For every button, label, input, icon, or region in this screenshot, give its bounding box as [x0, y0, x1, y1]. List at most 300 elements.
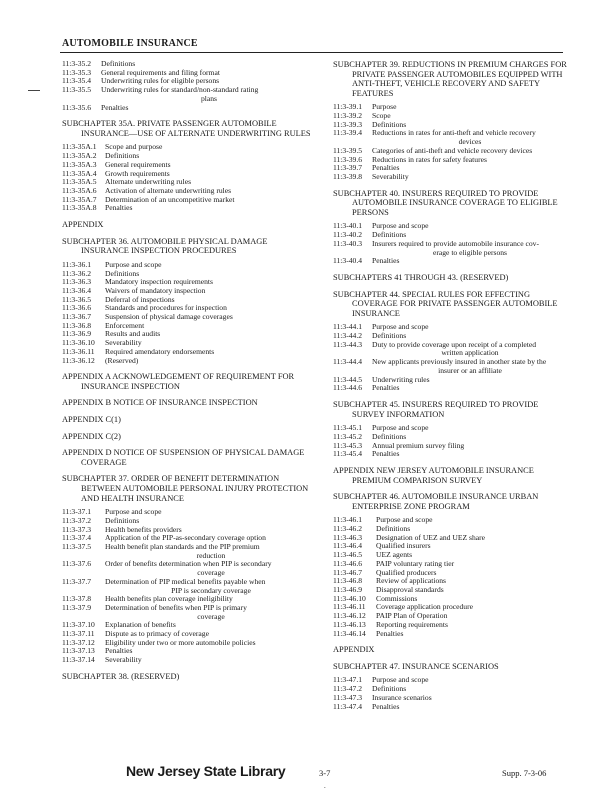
section-title-text: Enforcement: [105, 320, 145, 330]
section-number: 11:3-46.5: [333, 550, 363, 560]
section-title-text: Scope and purpose: [105, 142, 163, 152]
section-number: 11:3-37.4: [62, 533, 92, 543]
section-title-text: Disapproval standards: [376, 585, 444, 594]
toc-entry: [333, 341, 568, 358]
toc-entry: [333, 173, 568, 182]
toc-entry: [333, 164, 568, 173]
toc-entry: [62, 647, 317, 656]
section-number: 11:3-35A.1: [62, 142, 97, 152]
section-number: 11:3-36.8: [62, 320, 92, 330]
section-title-text: Determination of PIP medical benefits payable when: [105, 576, 266, 586]
section-heading: APPENDIX C(2): [62, 431, 121, 441]
section-number: 11:3-37.6: [62, 559, 92, 569]
footer-mark: .: [324, 782, 326, 790]
toc-entry: [62, 161, 317, 170]
section-title-text: Penalties: [372, 383, 400, 393]
section-title-text: Commissions: [376, 593, 418, 603]
section-heading: SUBCHAPTER 40. INSURERS REQUIRED TO PROVIDE AUTOMOBILE INSURANCE COVERAGE TO ELIGIBLE PERSONS: [333, 188, 558, 217]
section-title-text: Activation of alternate underwriting rules: [105, 185, 232, 195]
section-number: 11:3-39.1: [333, 102, 363, 112]
section-number: 11:3-40.3: [333, 238, 363, 248]
section-number: 11:3-46.10: [333, 593, 366, 603]
section-heading: APPENDIX NEW JERSEY AUTOMOBILE INSURANCE PREMIUM COMPARISON SURVEY: [333, 466, 534, 485]
section-heading: SUBCHAPTER 46. AUTOMOBILE INSURANCE URBAN ENTERPRISE ZONE PROGRAM: [333, 492, 539, 511]
section-title-text: Alternate underwriting rules: [105, 177, 192, 187]
toc-entry: [62, 196, 317, 205]
section-title-text: Severability: [105, 655, 142, 665]
toc-entry: [62, 560, 317, 577]
toc-entry: [333, 516, 568, 525]
section-title-text: Review of applications: [376, 576, 447, 586]
section-title-text: Reductions in rates for anti-theft and vehicle recovery: [372, 128, 536, 138]
section-title-text: Dispute as to primacy of coverage: [105, 629, 209, 639]
section-title-text: Penalties: [372, 163, 400, 173]
toc-section: [62, 398, 317, 408]
section-number: 11:3-37.12: [62, 637, 95, 647]
section-title: [102, 196, 317, 205]
section-title: [369, 703, 568, 712]
toc-section: [333, 60, 568, 182]
section-number: 11:3-37.10: [62, 620, 95, 630]
section-title-text: Purpose and scope: [372, 322, 429, 332]
section-title: [369, 257, 568, 266]
section-number: 11:3-44.2: [333, 331, 363, 341]
section-title-text: Order of benefits determination when PIP is secondary: [105, 559, 272, 569]
section-title-continuation: written application: [441, 348, 499, 358]
section-heading: APPENDIX: [333, 645, 375, 655]
section-number: 11:3-37.2: [62, 515, 92, 525]
toc-entry: [333, 424, 568, 433]
section-number: 11:3-36.1: [62, 259, 92, 269]
section-heading: SUBCHAPTER 37. ORDER OF BENEFIT DETERMINATION BETWEEN AUTOMOBILE PERSONAL INJURY PROTECTION AND HEALTH INSURANCE: [62, 474, 309, 503]
section-entry-list: [62, 261, 317, 365]
section-title-continuation: reduction: [196, 550, 226, 560]
section-title: [369, 103, 568, 112]
section-title-text: Insurance scenarios: [372, 692, 432, 702]
section-number: 11:3-37.11: [62, 629, 95, 639]
toc-section: [333, 189, 568, 266]
section-title: [369, 384, 568, 393]
toc-entry: [333, 156, 568, 165]
section-title-text: Explanation of benefits: [105, 620, 176, 630]
section-number: 11:3-39.8: [333, 172, 363, 181]
section-number: 11:3-35.6: [62, 102, 92, 112]
toc-entry: [333, 630, 568, 639]
toc-section: [333, 662, 568, 711]
section-number: 11:3-46.9: [333, 585, 363, 594]
section-title-text: Purpose and scope: [372, 423, 429, 433]
section-title: [102, 543, 317, 560]
toc-entry: [62, 143, 317, 152]
section-title-text: Purpose and scope: [372, 675, 429, 685]
section-entry-list: [333, 103, 568, 181]
section-title-text: Purpose: [372, 102, 397, 112]
section-title-text: Definitions: [372, 684, 407, 694]
section-heading: SUBCHAPTER 45. INSURERS REQUIRED TO PROVIDE SURVEY INFORMATION: [333, 400, 539, 419]
section-number: 11:3-46.4: [333, 541, 363, 551]
toc-entry: [62, 543, 317, 560]
toc-entry: [333, 586, 568, 595]
section-number: 11:3-36.10: [62, 338, 95, 348]
toc-entry: [333, 694, 568, 703]
section-title-text: Waivers of mandatory inspection: [105, 285, 206, 295]
toc-entry: [333, 103, 568, 112]
section-number: 11:3-37.7: [62, 576, 92, 586]
section-heading: SUBCHAPTER 38. (RESERVED): [62, 671, 180, 681]
section-title-text: Penalties: [105, 646, 133, 656]
section-title-text: Qualified insurers: [376, 541, 431, 551]
section-title-text: Definitions: [372, 331, 407, 341]
section-title: [98, 104, 317, 113]
section-number: 11:3-37.3: [62, 524, 92, 534]
section-number: 11:3-46.2: [333, 524, 363, 534]
toc-section: [62, 672, 317, 682]
toc-entry: [333, 358, 568, 375]
section-title-text: Determination of benefits when PIP is primary: [105, 602, 247, 612]
section-number: 11:3-46.12: [333, 611, 366, 621]
section-number: 11:3-36.3: [62, 277, 92, 287]
toc-entry: [62, 313, 317, 322]
section-number: 11:3-36.6: [62, 303, 92, 313]
toc-entry: [333, 376, 568, 385]
toc-entry: [333, 703, 568, 712]
section-heading: SUBCHAPTERS 41 THROUGH 43. (RESERVED): [333, 273, 509, 282]
toc-entry: [333, 534, 568, 543]
section-title: [102, 656, 317, 665]
section-title: [369, 358, 568, 375]
toc-entry: [62, 656, 317, 665]
section-number: 11:3-46.13: [333, 619, 366, 629]
toc-entry: [62, 508, 317, 517]
section-title-text: Duty to provide coverage upon receipt of a completed: [372, 339, 537, 349]
toc-section: [333, 290, 568, 393]
section-title: [369, 240, 568, 257]
section-title-text: Categories of anti-theft and vehicle recovery devices: [372, 145, 533, 155]
section-number: 11:3-44.3: [333, 339, 363, 349]
toc-section: [62, 60, 317, 112]
section-title: [102, 357, 317, 366]
section-title-text: Severability: [105, 338, 142, 348]
section-title-text: Purpose and scope: [105, 507, 162, 517]
section-number: 11:3-36.9: [62, 329, 92, 339]
toc-entry: [62, 86, 317, 103]
section-number: 11:3-39.4: [333, 128, 363, 138]
section-title-continuation: insurer or an affiliate: [438, 365, 502, 375]
header-rule: [60, 52, 563, 53]
section-number: 11:3-47.2: [333, 684, 363, 694]
section-title: [102, 560, 317, 577]
toc-section: [62, 119, 317, 213]
toc-entry: [333, 676, 568, 685]
toc-entry: [62, 639, 317, 648]
section-title-text: Qualified producers: [376, 567, 437, 577]
section-title-text: Health benefits plan coverage ineligibility: [105, 594, 233, 604]
toc-entry: [333, 542, 568, 551]
toc-entry: [333, 323, 568, 332]
section-title-text: Reductions in rates for safety features: [372, 154, 487, 164]
section-heading: SUBCHAPTER 39. REDUCTIONS IN PREMIUM CHARGES FOR PRIVATE PASSENGER AUTOMOBILES EQUIPPED WITH ANTI-THEFT, VEHICLE RECOVERY AND SAFETY FEATURES: [333, 60, 567, 98]
toc-entry: [333, 442, 568, 451]
section-title-text: Underwriting rules for eligible persons: [101, 76, 220, 86]
section-title-text: New applicants previously insured in another state by the: [372, 357, 547, 367]
section-title-text: Definitions: [372, 230, 407, 240]
section-number: 11:3-44.1: [333, 322, 363, 332]
section-entry-list: [333, 676, 568, 711]
toc-entry: [62, 604, 317, 621]
section-heading: SUBCHAPTER 35A. PRIVATE PASSENGER AUTOMOBILE INSURANCE—USE OF ALTERNATE UNDERWRITING RULES: [62, 119, 311, 138]
section-title-text: Definitions: [105, 268, 140, 278]
section-number: 11:3-44.5: [333, 374, 363, 384]
section-title-text: Application of the PIP-as-secondary coverage option: [105, 533, 266, 543]
section-heading: SUBCHAPTER 47. INSURANCE SCENARIOS: [333, 661, 499, 671]
section-number: 11:3-39.5: [333, 145, 363, 155]
section-title-text: Penalties: [372, 701, 400, 711]
section-number: 11:3-35A.4: [62, 168, 97, 178]
section-number: 11:3-35.4: [62, 76, 92, 86]
section-number: 11:3-46.11: [333, 602, 366, 612]
section-heading: APPENDIX: [62, 220, 104, 230]
section-title-text: PAIP voluntary rating tier: [376, 558, 455, 568]
section-title: [369, 173, 568, 182]
section-number: 11:3-45.1: [333, 423, 363, 433]
section-title-text: Definitions: [372, 119, 407, 129]
section-title-text: Annual premium survey filing: [372, 440, 465, 450]
section-title-continuation: coverage: [197, 611, 225, 621]
toc-entry: [62, 517, 317, 526]
section-title-text: Underwriting rules for standard/non-standard rating: [101, 85, 259, 95]
section-title-text: PAIP Plan of Operation: [376, 611, 448, 621]
section-title-text: Coverage application procedure: [376, 602, 473, 612]
section-title-text: Definitions: [372, 431, 407, 441]
toc-section: [333, 645, 568, 655]
section-number: 11:3-35A.3: [62, 159, 97, 169]
section-number: 11:3-40.4: [333, 256, 363, 266]
section-title-text: Insurers required to provide automobile insurance cov-: [372, 238, 540, 248]
section-title-text: Penalties: [372, 256, 400, 266]
section-title-text: Penalties: [101, 102, 129, 112]
section-number: 11:3-36.12: [62, 355, 95, 365]
section-heading: SUBCHAPTER 44. SPECIAL RULES FOR EFFECTING COVERAGE FOR PRIVATE PASSENGER AUTOMOBILE INSURANCE: [333, 289, 558, 318]
toc-section: [62, 448, 317, 467]
section-number: 11:3-40.2: [333, 230, 363, 240]
section-title-text: UEZ agents: [376, 550, 413, 560]
section-title-text: Severability: [372, 172, 409, 181]
section-heading: APPENDIX B NOTICE OF INSURANCE INSPECTION: [62, 398, 258, 408]
section-title: [102, 604, 317, 621]
section-title-text: Health benefits providers: [105, 524, 182, 534]
toc-entry: [333, 569, 568, 578]
section-number: 11:3-47.3: [333, 692, 363, 702]
section-title-text: Definitions: [105, 515, 140, 525]
section-title: [369, 129, 568, 146]
toc-entry: [62, 357, 317, 366]
section-entry-list: [333, 516, 568, 638]
toc-entry: [333, 560, 568, 569]
section-title-text: Purpose and scope: [372, 221, 429, 231]
section-title-continuation: devices: [458, 137, 482, 147]
toc-entry: [333, 129, 568, 146]
toc-entry: [333, 222, 568, 231]
section-number: 11:3-46.3: [333, 532, 363, 542]
section-title-text: General requirements: [105, 159, 171, 169]
section-number: 11:3-46.14: [333, 628, 366, 638]
section-title-text: Purpose and scope: [105, 259, 162, 269]
section-number: 11:3-36.2: [62, 268, 92, 278]
section-number: 11:3-45.3: [333, 440, 363, 450]
section-title-continuation: plans: [200, 93, 218, 103]
section-title: [369, 450, 568, 459]
section-number: 11:3-40.1: [333, 221, 363, 231]
section-title-continuation: erage to eligible persons: [432, 247, 507, 257]
section-number: 11:3-47.4: [333, 701, 363, 711]
section-number: 11:3-37.8: [62, 594, 92, 604]
section-heading: APPENDIX A ACKNOWLEDGEMENT OF REQUIREMENT FOR INSURANCE INSPECTION: [62, 372, 295, 391]
section-title-text: Designation of UEZ and UEZ share: [376, 532, 486, 542]
section-number: 11:3-46.7: [333, 567, 363, 577]
section-entry-list: [333, 424, 568, 459]
toc-entry: [333, 450, 568, 459]
section-number: 11:3-46.6: [333, 558, 363, 568]
section-number: 11:3-36.11: [62, 346, 95, 356]
footer-supplement: Supp. 7-3-06: [502, 768, 547, 778]
section-number: 11:3-37.1: [62, 507, 92, 517]
section-title-text: Eligibility under two or more automobile policies: [105, 637, 256, 647]
toc-entry: [333, 257, 568, 266]
section-number: 11:3-44.6: [333, 383, 363, 393]
toc-entry: [333, 685, 568, 694]
toc-section: [62, 237, 317, 366]
toc-entry: [62, 578, 317, 595]
section-entry-list: [62, 60, 317, 112]
section-number: 11:3-35A.6: [62, 185, 97, 195]
section-heading: APPENDIX C(1): [62, 415, 121, 425]
section-entry-list: [62, 508, 317, 665]
section-title-text: Required amendatory endorsements: [105, 346, 215, 356]
toc-entry: [333, 384, 568, 393]
section-number: 11:3-35A.7: [62, 194, 97, 204]
section-title: [98, 86, 317, 103]
section-number: 11:3-45.2: [333, 431, 363, 441]
toc-entry: [333, 621, 568, 630]
toc-entry: [62, 152, 317, 161]
section-title-text: Definitions: [376, 524, 411, 534]
section-number: 11:3-35A.5: [62, 177, 97, 187]
section-entry-list: [333, 323, 568, 393]
section-title-text: Penalties: [105, 203, 133, 213]
section-title-text: Mandatory inspection requirements: [105, 277, 213, 287]
footer-page-number: 3-7: [319, 768, 331, 778]
section-title: [369, 341, 568, 358]
section-title-text: Deferral of inspections: [105, 294, 175, 304]
section-title-text: General requirements and filing format: [101, 67, 220, 77]
section-title-text: Health benefit plan standards and the PIP premium: [105, 542, 260, 551]
section-title-text: Suspension of physical damage coverages: [105, 312, 233, 322]
right-column: [333, 60, 568, 715]
toc-section: [333, 466, 568, 485]
section-number: 11:3-37.13: [62, 646, 95, 656]
section-heading: SUBCHAPTER 36. AUTOMOBILE PHYSICAL DAMAGE INSURANCE INSPECTION PROCEDURES: [62, 236, 268, 256]
section-number: 11:3-37.9: [62, 602, 92, 612]
section-title: [102, 639, 317, 648]
section-title-text: Reporting requirements: [376, 619, 448, 629]
section-title-text: Penalties: [372, 449, 400, 459]
section-number: 11:3-36.5: [62, 294, 92, 304]
toc-entry: [333, 612, 568, 621]
section-number: 11:3-39.2: [333, 111, 363, 121]
section-title-continuation: PIP is secondary coverage: [171, 585, 251, 595]
toc-section: [62, 372, 317, 391]
section-number: 11:3-46.1: [333, 515, 363, 525]
section-title-text: Standards and procedures for inspection: [105, 303, 227, 313]
page-header-title: AUTOMOBILE INSURANCE: [62, 38, 198, 49]
toc-entry: [62, 261, 317, 270]
section-number: 11:3-35.5: [62, 85, 92, 95]
section-number: 11:3-47.1: [333, 675, 363, 685]
section-title-text: Growth requirements: [105, 168, 170, 178]
section-number: 11:3-35.2: [62, 59, 92, 68]
section-number: 11:3-35A.2: [62, 151, 97, 161]
toc-section: [62, 474, 317, 664]
section-number: 11:3-35.3: [62, 67, 92, 77]
section-number: 11:3-35A.8: [62, 203, 97, 213]
toc-entry: [62, 204, 317, 213]
section-number: 11:3-46.8: [333, 576, 363, 586]
section-number: 11:3-37.14: [62, 655, 95, 665]
section-entry-list: [62, 143, 317, 213]
section-number: 11:3-39.3: [333, 119, 363, 129]
section-title-text: Underwriting rules: [372, 374, 430, 384]
margin-mark: [28, 90, 40, 91]
toc-entry: [62, 287, 317, 296]
section-number: 11:3-44.4: [333, 357, 363, 367]
toc-section: [333, 492, 568, 638]
section-entry-list: [333, 222, 568, 266]
section-title-text: Definitions: [101, 59, 136, 68]
left-column: [62, 60, 317, 686]
section-heading: APPENDIX D NOTICE OF SUSPENSION OF PHYSICAL DAMAGE COVERAGE: [62, 448, 305, 467]
section-title: [102, 204, 317, 213]
section-number: 11:3-36.7: [62, 312, 92, 322]
section-number: 11:3-36.4: [62, 285, 92, 295]
footer-library-name: New Jersey State Library: [126, 763, 286, 779]
section-title-text: Penalties: [376, 628, 404, 638]
toc-entry: [333, 240, 568, 257]
section-title-text: Determination of an uncompetitive market: [105, 194, 235, 204]
section-title-continuation: coverage: [197, 568, 225, 578]
section-number: 11:3-39.6: [333, 154, 363, 164]
toc-entry: [333, 112, 568, 121]
section-title-text: Scope: [372, 111, 391, 121]
toc-section: [62, 432, 317, 442]
toc-section: [62, 220, 317, 230]
toc-entry: [62, 348, 317, 357]
section-title-text: Purpose and scope: [376, 515, 433, 525]
section-number: 11:3-37.5: [62, 542, 92, 551]
toc-entry: [62, 322, 317, 331]
toc-section: [62, 415, 317, 425]
section-title-text: (Reserved): [105, 355, 139, 365]
toc-entry: [62, 330, 317, 339]
section-number: 11:3-45.4: [333, 449, 363, 459]
section-title: [102, 578, 317, 595]
toc-entry: [62, 104, 317, 113]
section-title-text: Definitions: [105, 151, 140, 161]
section-title-text: Results and audits: [105, 329, 161, 339]
toc-section: [333, 273, 568, 283]
toc-entry: [333, 603, 568, 612]
toc-section: [333, 400, 568, 459]
toc-entry: [333, 577, 568, 586]
